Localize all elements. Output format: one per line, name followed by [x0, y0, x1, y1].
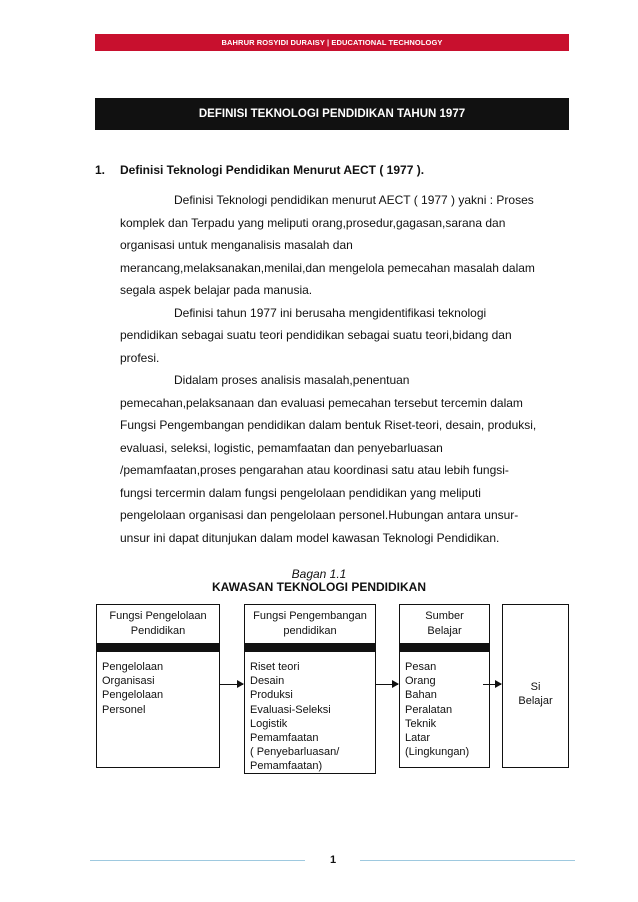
title-bar — [95, 98, 569, 130]
list-item: Pesan — [405, 661, 437, 673]
arrow-right-icon — [483, 684, 501, 685]
text-line: Fungsi Pengembangan pendidikan dalam bentuk Riset-teori, desain, produksi, — [120, 418, 537, 432]
box-development-function — [244, 604, 376, 774]
box-item-list — [250, 660, 371, 774]
box-learning-resources — [399, 604, 490, 768]
box-learner — [502, 604, 569, 768]
text-line: organisasi untuk menganalisis masalah dan — [120, 238, 353, 252]
header-bar — [95, 34, 569, 51]
section-heading-text: Definisi Teknologi Pendidikan Menurut AECT ( 1977 ). — [120, 163, 425, 177]
box-item-list — [102, 660, 215, 717]
list-item: Riset teori — [250, 661, 300, 673]
list-item: (Lingkungan) — [405, 746, 470, 759]
list-item: Evaluasi-Seleksi — [250, 703, 331, 716]
list-item: ( Penyebarluasan/ — [250, 746, 340, 759]
list-item: Latar — [405, 732, 431, 745]
box-heading: Sumber Belajar — [425, 610, 464, 637]
list-item: Pemamfaatan — [250, 732, 319, 745]
page-number: 1 — [329, 854, 337, 866]
footer-rule-right — [360, 860, 575, 861]
list-item: Bahan — [405, 689, 437, 702]
box-item-list — [405, 660, 485, 759]
list-item: Peralatan — [405, 703, 453, 716]
list-item: Pemamfaatan) — [250, 760, 323, 773]
list-item: Pengelolaan — [102, 689, 164, 702]
paragraph — [120, 189, 575, 302]
paragraph — [120, 302, 575, 370]
list-item: Teknik — [405, 717, 437, 730]
box-heading: Fungsi Pengembangan pendidikan — [253, 610, 367, 637]
arrow-right-icon — [376, 684, 398, 685]
figure-caption: Bagan 1.1 — [291, 567, 347, 581]
text-line: profesi. — [120, 350, 160, 365]
section-number: 1. — [95, 163, 106, 177]
box-management-function — [96, 604, 220, 768]
text-line: Definisi Teknologi pendidikan menurut AECT ( 1977 ) yakni : Proses — [174, 193, 534, 207]
list-item: Personel — [102, 703, 146, 716]
text-line: unsur ini dapat ditunjukan dalam model kawasan Teknologi Pendidikan. — [120, 530, 500, 545]
text-line: Didalam proses analisis masalah,penentuan — [174, 373, 410, 387]
text-line: Definisi tahun 1977 ini berusaha mengidentifikasi teknologi — [174, 305, 487, 320]
footer-rule-left — [90, 860, 305, 861]
list-item: Desain — [250, 675, 285, 688]
paragraph — [120, 369, 575, 549]
box-band — [97, 643, 219, 652]
text-line: pemecahan,pelaksanaan dan evaluasi pemecahan tersebut tercemin dalam — [120, 395, 523, 410]
text-line: merancang,melaksanakan,menilai,dan mengelola pemecahan masalah dalam — [120, 260, 535, 275]
list-item: Orang — [405, 675, 436, 688]
list-item: Organisasi — [102, 675, 155, 688]
arrow-right-icon — [220, 684, 243, 685]
list-item: Produksi — [250, 689, 293, 702]
text-line: pendidikan sebagai suatu teori pendidikan sebagai suatu teori,bidang dan — [120, 328, 512, 342]
text-line: evaluasi, seleksi, logistic, pemamfaatan dan penyebarluasan — [120, 440, 443, 455]
box-heading: Fungsi Pengelolaan Pendidikan — [109, 610, 207, 637]
body-text — [120, 189, 575, 549]
section-heading — [95, 163, 424, 177]
text-line: /pemamfaatan,proses pengarahan atau koordinasi satu atau lebih fungsi- — [120, 463, 509, 477]
box-band — [400, 643, 489, 652]
text-line: segala aspek belajar pada manusia. — [120, 283, 313, 297]
text-line: pengelolaan organisasi dan pengelolaan personel.Hubungan antara unsur- — [120, 508, 519, 522]
text-line: fungsi tercermin dalam fungsi pengelolaan pendidikan yang meliputi — [120, 485, 481, 500]
box-band — [245, 643, 375, 652]
header-text: BAHRUR ROSYIDI DURAISY | EDUCATIONAL TECHNOLOGY — [221, 38, 443, 47]
list-item: Pengelolaan — [102, 661, 164, 673]
list-item: Logistik — [250, 717, 288, 730]
learner-label: Si Belajar — [518, 681, 553, 708]
figure-title: KAWASAN TEKNOLOGI PENDIDIKAN — [211, 580, 426, 594]
page-title: DEFINISI TEKNOLOGI PENDIDIKAN TAHUN 1977 — [198, 108, 466, 120]
text-line: komplek dan Terpadu yang meliputi orang,prosedur,gagasan,sarana dan — [120, 215, 506, 230]
